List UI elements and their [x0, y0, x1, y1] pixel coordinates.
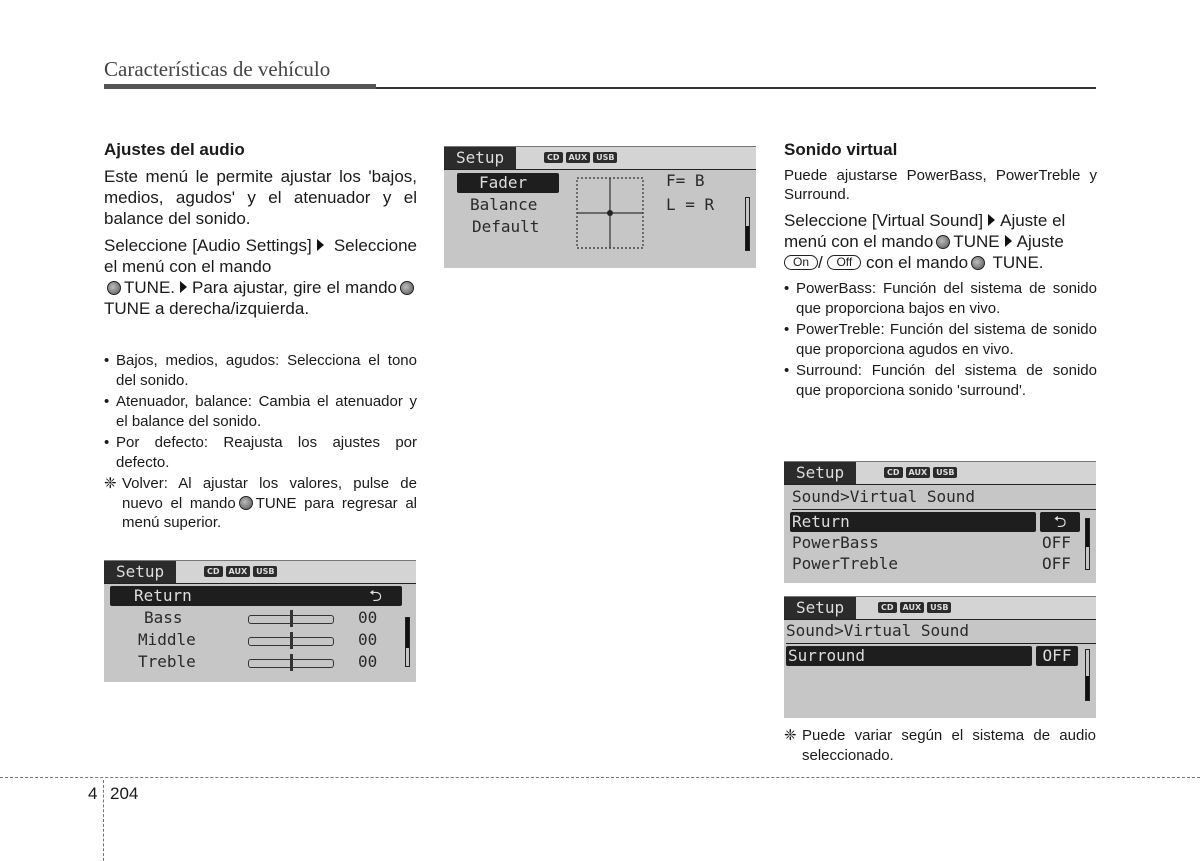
default-menu-item[interactable]: Default: [472, 217, 540, 236]
list-item: • PowerBass: Función del sistema de sonido que proporciona bajos en vivo.: [784, 280, 1097, 317]
on-button-icon: On: [784, 255, 818, 270]
breadcrumb: Sound>Virtual Sound: [786, 621, 1096, 644]
arrow-right-icon: [988, 214, 995, 226]
bass-slider[interactable]: [248, 615, 334, 624]
note-asterisk-icon: ❈: [784, 727, 797, 744]
arrow-right-icon: [317, 239, 324, 251]
middle-label: Middle: [138, 630, 196, 649]
virtual-instruction-paragraph: Seleccione [Virtual Sound] Ajuste el menú con el mando TUNE Ajuste On / Off con el mando TUNE.: [784, 211, 1066, 272]
powertreble-value[interactable]: OFF: [1042, 554, 1071, 573]
fader-menu-item[interactable]: Fader: [457, 173, 559, 193]
treble-slider[interactable]: [248, 659, 334, 668]
system-note: ❈ Puede variar según el sistema de audio seleccionado.: [784, 727, 1096, 764]
tune-knob-icon: [239, 496, 253, 510]
setup-tab: Setup: [784, 462, 856, 484]
powertreble-label: PowerTreble: [792, 554, 898, 573]
tune-knob-icon: [107, 281, 121, 295]
bass-label: Bass: [144, 608, 183, 627]
fader-balance-grid[interactable]: [576, 177, 646, 251]
chapter-number: 4: [88, 784, 98, 803]
powerbass-value[interactable]: OFF: [1042, 533, 1071, 552]
return-row[interactable]: Return: [790, 512, 1036, 532]
left-column: [104, 140, 417, 533]
tune-knob-icon: [971, 256, 985, 270]
setup-tab: Setup: [784, 597, 856, 619]
tune-knob-icon: [936, 235, 950, 249]
virtual-bullet-list: [784, 279, 1097, 400]
page-header-title: Características de vehículo: [104, 57, 331, 81]
virtual-intro-paragraph: Puede ajustarse PowerBass, PowerTreble y Surround.: [784, 167, 1097, 203]
virtual-sound-screen-1: [784, 461, 1096, 583]
setup-tab: Setup: [444, 147, 516, 169]
section-heading-virtual-sound: Sonido virtual: [784, 140, 898, 159]
tune-knob-icon: [400, 281, 414, 295]
page-number: 204: [110, 784, 139, 803]
note-asterisk-icon: ❈: [104, 475, 117, 492]
arrow-right-icon: [1005, 235, 1012, 247]
scrollbar[interactable]: [405, 617, 410, 667]
return-row[interactable]: Return ⮌: [110, 586, 402, 606]
balance-menu-item[interactable]: Balance: [470, 195, 538, 214]
list-item: • Bajos, medios, agudos: Selecciona el tono del sonido.: [104, 352, 417, 389]
source-badges: CD AUX USB: [884, 467, 960, 478]
footer-divider: [103, 780, 104, 861]
section-heading-audio: Ajustes del audio: [104, 140, 245, 159]
powerbass-label: PowerBass: [792, 533, 879, 552]
source-badges: CD AUX USB: [878, 602, 954, 613]
scrollbar[interactable]: [745, 197, 750, 251]
list-item: • Por defecto: Reajusta los ajustes por defecto.: [104, 434, 417, 471]
surround-row[interactable]: Surround: [786, 646, 1032, 666]
arrow-right-icon: [180, 281, 187, 293]
right-column: [784, 140, 1097, 402]
source-badges: CD AUX USB: [544, 152, 620, 163]
header-rule-thick: [104, 84, 376, 89]
audio-settings-screen: [104, 560, 416, 682]
list-item: • PowerTreble: Función del sistema de sonido que proporciona agudos en vivo.: [784, 321, 1097, 358]
return-note: ❈ Volver: Al ajustar los valores, pulse de nuevo el mando TUNE para regresar al menú superior.: [104, 475, 417, 531]
balance-value: L = R: [666, 195, 715, 214]
footer-rule: [0, 777, 1200, 778]
list-item: • Atenuador, balance: Cambia el atenuador y el balance del sonido.: [104, 393, 417, 430]
middle-slider[interactable]: [248, 637, 334, 646]
bass-value: 00: [358, 608, 378, 627]
breadcrumb: Sound>Virtual Sound: [792, 487, 1096, 510]
source-badges: CD AUX USB: [204, 566, 280, 577]
intro-paragraph: Este menú le permite ajustar los 'bajos, medios, agudos' y el atenuador y el balance del sonido.: [104, 167, 417, 228]
treble-value: 00: [358, 652, 378, 671]
header-rule-thin: [376, 87, 1096, 89]
instruction-paragraph: Seleccione [Audio Settings] Seleccione el menú con el mando TUNE. Para ajustar, gire el mando TUNE a derecha/izquierda.: [104, 236, 417, 318]
fader-value: F= B: [666, 171, 705, 190]
virtual-sound-screen-2: [784, 596, 1096, 718]
fader-screen: [444, 146, 756, 268]
middle-value: 00: [358, 630, 378, 649]
audio-bullet-list: [104, 351, 417, 472]
treble-label: Treble: [138, 652, 196, 671]
return-icon: ⮌: [369, 586, 382, 605]
return-icon[interactable]: ⮌: [1040, 512, 1080, 532]
scrollbar[interactable]: [1085, 649, 1090, 701]
surround-value[interactable]: OFF: [1036, 646, 1078, 666]
off-button-icon: Off: [827, 255, 861, 270]
scrollbar[interactable]: [1085, 518, 1090, 570]
list-item: • Surround: Función del sistema de sonido que proporciona sonido 'surround'.: [784, 362, 1097, 399]
setup-tab: Setup: [104, 561, 176, 583]
